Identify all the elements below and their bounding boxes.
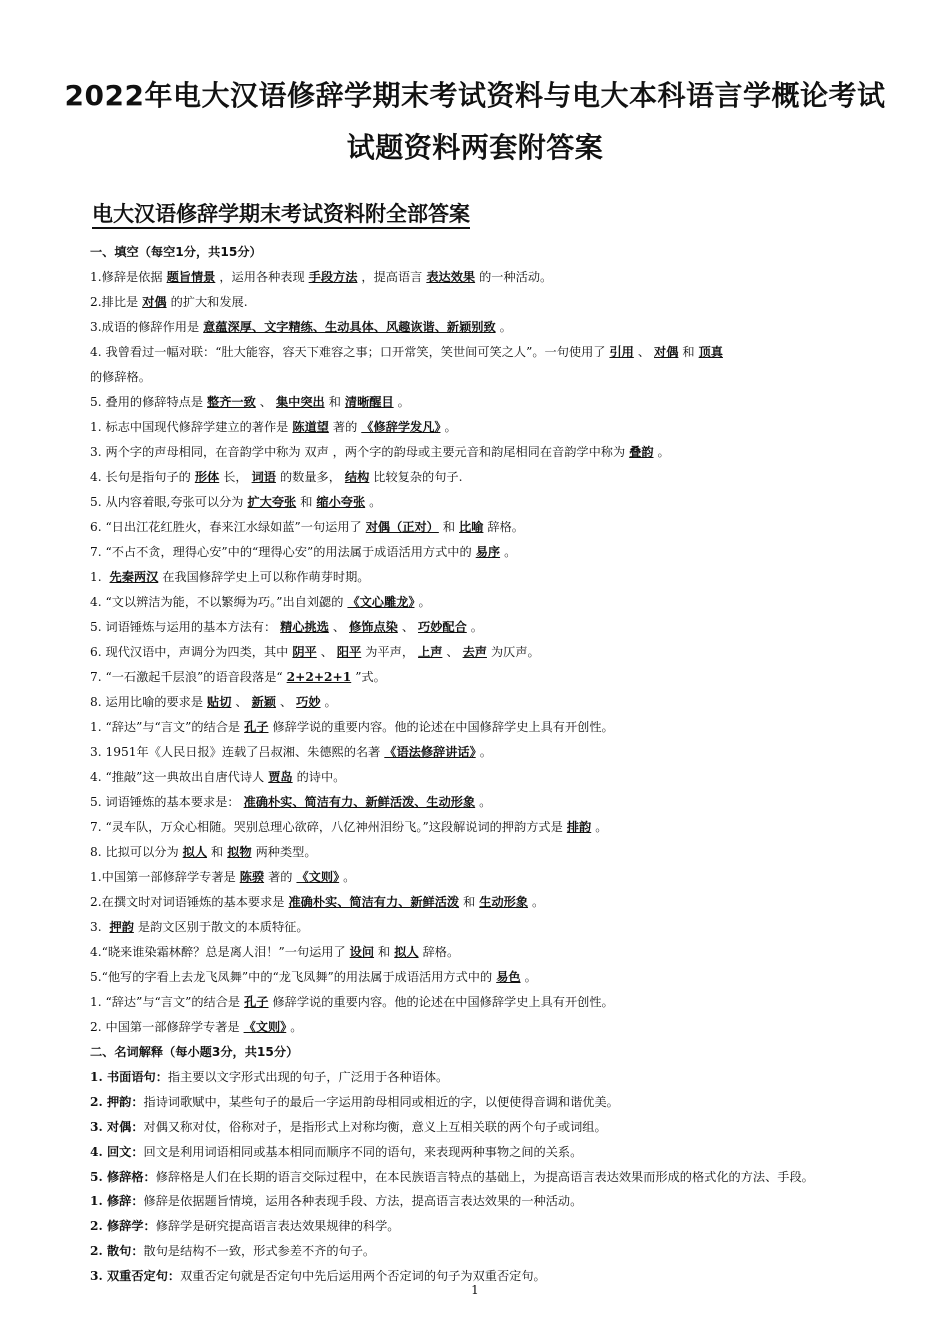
definition-item	[90, 1165, 910, 1189]
question-text: 修辞学说的重要内容。他的论述在中国修辞学史上具有开创性。	[272, 720, 614, 734]
fill-in-item	[90, 890, 910, 915]
fill-in-item	[90, 690, 910, 715]
question-text: 。	[418, 595, 431, 609]
answer-blank: 形体	[194, 470, 220, 484]
question-text: 修辞学说的重要内容。他的论述在中国修辞学史上具有开创性。	[272, 995, 614, 1009]
fill-in-item	[90, 490, 910, 515]
fill-in-item	[90, 540, 910, 565]
answer-blank: 引用	[609, 345, 634, 359]
question-text: ，提高语言	[361, 270, 423, 284]
answer-blank: 新颖	[251, 695, 276, 709]
definition-term: 修辞学：	[106, 1219, 156, 1233]
document-body	[90, 240, 910, 1289]
answer-blank: 《语法修辞讲话》	[384, 745, 476, 759]
answer-blank: 上声	[418, 645, 443, 659]
fill-in-item	[90, 265, 910, 290]
definition-term: 双重否定句：	[106, 1269, 181, 1283]
fill-in-item	[90, 365, 910, 390]
definition-term: 书面语句：	[106, 1070, 168, 1084]
question-text: 4. “文以辨洁为能，不以繁缛为巧。”出自刘勰的	[90, 595, 344, 609]
fill-in-item	[90, 515, 910, 540]
question-text: 著的	[332, 420, 358, 434]
answer-blank: 词语	[251, 470, 276, 484]
definition-list	[90, 1065, 910, 1289]
definition-number: 5.	[90, 1170, 107, 1184]
definition-term: 修辞：	[106, 1194, 144, 1208]
question-text: 。	[479, 795, 492, 809]
question-text: 2.排比是	[90, 295, 139, 309]
question-text: 。	[657, 445, 670, 459]
question-text: 的一种活动。	[479, 270, 553, 284]
question-text: 和	[442, 520, 456, 534]
question-text: 1.	[90, 570, 106, 584]
section-2-heading: 二、名词解释（每小题3分，共15分）	[90, 1045, 299, 1059]
answer-blank: 巧妙配合	[418, 620, 467, 634]
fill-in-list	[90, 265, 910, 1040]
question-text: 。	[595, 820, 608, 834]
definition-item	[90, 1214, 910, 1239]
definition-text: 散句是结构不一致，形式参差不齐的句子。	[143, 1244, 376, 1258]
fill-in-item	[90, 915, 910, 940]
answer-blank: 陈骙	[239, 870, 265, 884]
fill-in-item	[90, 640, 910, 665]
answer-blank: 《文则》	[296, 870, 340, 884]
answer-blank: 2+2+2+1	[286, 670, 352, 684]
definition-item	[90, 1065, 910, 1090]
question-text: 。	[504, 545, 517, 559]
fill-in-item	[90, 665, 910, 690]
definition-text: 回文是利用词语相同或基本相同而顺序不同的语句，来表现两种事物之间的关系。	[143, 1145, 583, 1159]
definition-number: 2.	[90, 1219, 107, 1233]
question-text: 、	[279, 695, 293, 709]
question-text: 4. 我曾看过一幅对联：“肚大能容，容天下难容之事；口开常笑，笑世间可笑之人”。一句使用了	[90, 345, 606, 359]
fill-in-item	[90, 565, 910, 590]
definition-text: 修辞学是研究提高语言表达效果规律的科学。	[155, 1219, 400, 1233]
question-text: 3.	[90, 920, 106, 934]
subtitle-text: 电大汉语修辞学期末考试资料附全部答案	[92, 202, 470, 229]
definition-number: 1.	[90, 1194, 107, 1208]
definition-text: 指诗词歌赋中，某些句子的最后一字运用韵母相同或相近的字，以便使得音调和谐优美。	[143, 1095, 619, 1109]
answer-blank: 拟人	[394, 945, 419, 959]
fill-in-item	[90, 290, 910, 315]
question-text: 。	[524, 970, 537, 984]
answer-blank: 题旨情景	[166, 270, 216, 284]
answer-blank: 阴平	[292, 645, 317, 659]
definition-number: 2.	[90, 1244, 107, 1258]
fill-in-item	[90, 415, 910, 440]
answer-blank: 巧妙	[296, 695, 321, 709]
question-text: 、	[401, 620, 415, 634]
fill-in-item	[90, 990, 910, 1015]
fill-in-item	[90, 940, 910, 965]
answer-blank: 集中突出	[275, 395, 325, 409]
answer-blank: 叠韵	[629, 445, 654, 459]
question-text: 。	[397, 395, 410, 409]
section-1-heading: 一、填空（每空1分，共15分）	[90, 245, 262, 259]
question-text: 是韵文区别于散文的本质特征。	[137, 920, 309, 934]
question-text: 和	[463, 895, 476, 909]
definition-number: 4.	[90, 1145, 107, 1159]
definition-number: 3.	[90, 1120, 107, 1134]
question-text: 和	[328, 395, 341, 409]
answer-blank: 修饰点染	[349, 620, 398, 634]
question-text: 1. “辞达”与“言文”的结合是	[90, 995, 241, 1009]
definition-term: 对偶：	[106, 1120, 144, 1134]
answer-blank: 先秦两汉	[109, 570, 159, 584]
question-text: 5.“他写的字看上去龙飞凤舞”中的“龙飞凤舞”的用法属于成语活用方式中的	[90, 970, 493, 984]
question-text: 和	[300, 495, 313, 509]
definition-term: 回文：	[106, 1145, 144, 1159]
question-text: 。	[532, 895, 545, 909]
fill-in-item	[90, 865, 910, 890]
question-text: 长，	[223, 470, 248, 484]
question-text: 和	[682, 345, 695, 359]
question-text: 在我国修辞学史上可以称作萌芽时期。	[162, 570, 370, 584]
question-text: 5. 词语锤炼与运用的基本方法有：	[90, 620, 277, 634]
question-text: 的修辞格。	[90, 370, 151, 384]
question-text: 4. “推敲”这一典故出自唐代诗人	[90, 770, 265, 784]
question-text: 和	[378, 945, 391, 959]
answer-blank: 押韵	[109, 920, 134, 934]
answer-blank: 去声	[462, 645, 487, 659]
question-text: 。	[343, 870, 356, 884]
fill-in-item	[90, 390, 910, 415]
question-text: 3. 两个字的声母相同，在音韵学中称为	[90, 445, 301, 459]
question-text: 、	[637, 345, 651, 359]
answer-blank: 表达效果	[426, 270, 476, 284]
answer-blank: 对偶	[654, 345, 679, 359]
fill-in-item	[90, 765, 910, 790]
fill-in-item	[90, 815, 910, 840]
question-text: 1.修辞是依据	[90, 270, 163, 284]
question-text: 的数量多，	[279, 470, 341, 484]
definition-text: 对偶又称对仗，俗称对子，是指形式上对称均衡，意义上互相关联的两个句子或词组。	[143, 1120, 607, 1134]
question-text: 8. 比拟可以分为	[90, 845, 179, 859]
section-subtitle	[92, 198, 470, 228]
question-text: 7. “不占不贪，理得心安”中的“理得心安”的用法属于成语活用方式中的	[90, 545, 472, 559]
answer-blank: 拟人	[182, 845, 208, 859]
answer-blank: 设问	[349, 945, 375, 959]
question-text: 。	[499, 320, 512, 334]
question-text: 、	[235, 695, 248, 709]
fill-in-item	[90, 615, 910, 640]
definition-item	[90, 1090, 910, 1115]
title-line-2: 试题资料两套附答案	[346, 131, 604, 164]
definition-number: 1.	[90, 1070, 107, 1084]
definition-text: 修辞格是人们在长期的语言交际过程中，在本民族语言特点的基础上，为提高语言表达效果而形成的格式化的方法、手段。	[155, 1170, 814, 1184]
question-text: 著的	[268, 870, 293, 884]
question-text: 、	[446, 645, 459, 659]
question-text: 7. “灵车队，万众心相随。哭别总理心欲碎，八亿神州泪纷飞。”这段解说词的押韵方式是	[90, 820, 563, 834]
fill-in-item	[90, 965, 910, 990]
answer-blank: 排韵	[566, 820, 592, 834]
question-text: 。	[470, 620, 483, 634]
question-text: ，两个字的韵母或主要元音和韵尾相同在音韵学中称为	[332, 445, 626, 459]
fill-in-item	[90, 590, 910, 615]
question-text: 6. 现代汉语中，声调分为四类，其中	[90, 645, 289, 659]
fill-in-item	[90, 740, 910, 765]
question-text: 的诗中。	[296, 770, 346, 784]
definition-item	[90, 1140, 910, 1165]
definition-text: 指主要以文字形式出现的句子，广泛用于各种语体。	[167, 1070, 449, 1084]
question-text: 1. 标志中国现代修辞学建立的著作是	[90, 420, 289, 434]
question-text: 8. 运用比喻的要求是	[90, 695, 204, 709]
answer-blank: 比喻	[459, 520, 484, 534]
question-text: 3.成语的修辞作用是	[90, 320, 200, 334]
answer-blank: 《文则》	[243, 1020, 287, 1034]
page-number: 1	[471, 1283, 479, 1297]
answer-plain: 双声	[300, 445, 333, 459]
question-text: 5. 叠用的修辞特点是	[90, 395, 204, 409]
answer-blank: 《修辞学发凡》	[361, 420, 441, 434]
document-title	[60, 70, 890, 174]
answer-blank: 精心挑选	[280, 620, 329, 634]
answer-blank: 阳平	[336, 645, 362, 659]
fill-in-item	[90, 790, 910, 815]
question-text: 。	[324, 695, 337, 709]
answer-blank: 易色	[496, 970, 521, 984]
question-text: 。	[479, 745, 492, 759]
answer-blank: 孔子	[244, 720, 269, 734]
answer-blank: 贴切	[207, 695, 232, 709]
question-text: 6. “日出江花红胜火，春来江水绿如蓝”一句运用了	[90, 520, 362, 534]
fill-in-item	[90, 1015, 910, 1040]
question-text: 4.“晓来谁染霜林醉？总是离人泪！”一句运用了	[90, 945, 346, 959]
question-text: 7. “一石激起千层浪”的语音段落是“	[90, 670, 283, 684]
title-line-1: 2022年电大汉语修辞学期末考试资料与电大本科语言学概论考试	[64, 79, 886, 112]
answer-blank: 意蕴深厚、文字精练、生动具体、风趣诙谐、新颖别致	[203, 320, 496, 334]
answer-blank: 《文心雕龙》	[347, 595, 415, 609]
answer-blank: 对偶	[142, 295, 167, 309]
question-text: 为仄声。	[490, 645, 540, 659]
question-text: 1.中国第一部修辞学专著是	[90, 870, 236, 884]
fill-in-item	[90, 315, 910, 340]
answer-blank: 整齐一致	[207, 395, 256, 409]
question-text: 。	[290, 1020, 303, 1034]
answer-blank: 扩大夸张	[247, 495, 297, 509]
fill-in-item	[90, 715, 910, 740]
answer-blank: 结构	[344, 470, 370, 484]
fill-in-item	[90, 340, 910, 365]
answer-blank: 贾岛	[268, 770, 293, 784]
fill-in-item	[90, 465, 910, 490]
question-text: 比较复杂的句子.	[373, 470, 463, 484]
answer-blank: 顶真	[698, 345, 723, 359]
question-text: 辞格。	[422, 945, 460, 959]
question-text: 5. 词语锤炼的基本要求是：	[90, 795, 240, 809]
answer-blank: 易序	[475, 545, 501, 559]
question-text: 5. 从内容着眼,夸张可以分为	[90, 495, 244, 509]
definition-term: 散句：	[106, 1244, 144, 1258]
answer-blank: 陈道望	[292, 420, 329, 434]
question-text: 和	[211, 845, 224, 859]
question-text: 辞格。	[487, 520, 524, 534]
answer-blank: 手段方法	[308, 270, 358, 284]
question-text: 、	[332, 620, 346, 634]
definition-number: 3.	[90, 1269, 107, 1283]
answer-blank: 清晰醒目	[344, 395, 394, 409]
question-text: 1. “辞达”与“言文”的结合是	[90, 720, 241, 734]
definition-number: 2.	[90, 1095, 107, 1109]
question-text: 为平声，	[365, 645, 415, 659]
definition-item	[90, 1239, 910, 1264]
definition-term: 押韵：	[106, 1095, 144, 1109]
question-text: ”式。	[355, 670, 386, 684]
answer-blank: 缩小夸张	[316, 495, 366, 509]
answer-blank: 准确朴实、简洁有力、新鲜活泼	[288, 895, 460, 909]
answer-blank: 孔子	[244, 995, 269, 1009]
question-text: 2.在撰文时对词语锤炼的基本要求是	[90, 895, 285, 909]
question-text: 。	[369, 495, 382, 509]
fill-in-item	[90, 440, 910, 465]
question-text: ，运用各种表现	[219, 270, 305, 284]
question-text: 、	[320, 645, 333, 659]
definition-text: 双重否定句就是否定句中先后运用两个否定词的句子为双重否定句。	[180, 1269, 546, 1283]
definition-item	[90, 1189, 910, 1214]
question-text: 两种类型。	[255, 845, 317, 859]
question-text: 、	[259, 395, 272, 409]
answer-blank: 对偶（正对）	[365, 520, 439, 534]
question-text: 2. 中国第一部修辞学专著是	[90, 1020, 240, 1034]
question-text: 4. 长句是指句子的	[90, 470, 191, 484]
answer-blank: 拟物	[227, 845, 252, 859]
definition-text: 修辞是依据题旨情境，运用各种表现手段、方法，提高语言表达效果的一种活动。	[143, 1194, 583, 1208]
definition-item	[90, 1115, 910, 1140]
answer-blank: 生动形象	[479, 895, 529, 909]
question-text: 的扩大和发展.	[170, 295, 248, 309]
answer-blank: 准确朴实、简洁有力、新鲜活泼、生动形象	[243, 795, 476, 809]
question-text: 3. 1951年《人民日报》连载了吕叔湘、朱德熙的名著	[90, 745, 381, 759]
fill-in-item	[90, 840, 910, 865]
question-text: 。	[444, 420, 457, 434]
definition-term: 修辞格：	[106, 1170, 156, 1184]
